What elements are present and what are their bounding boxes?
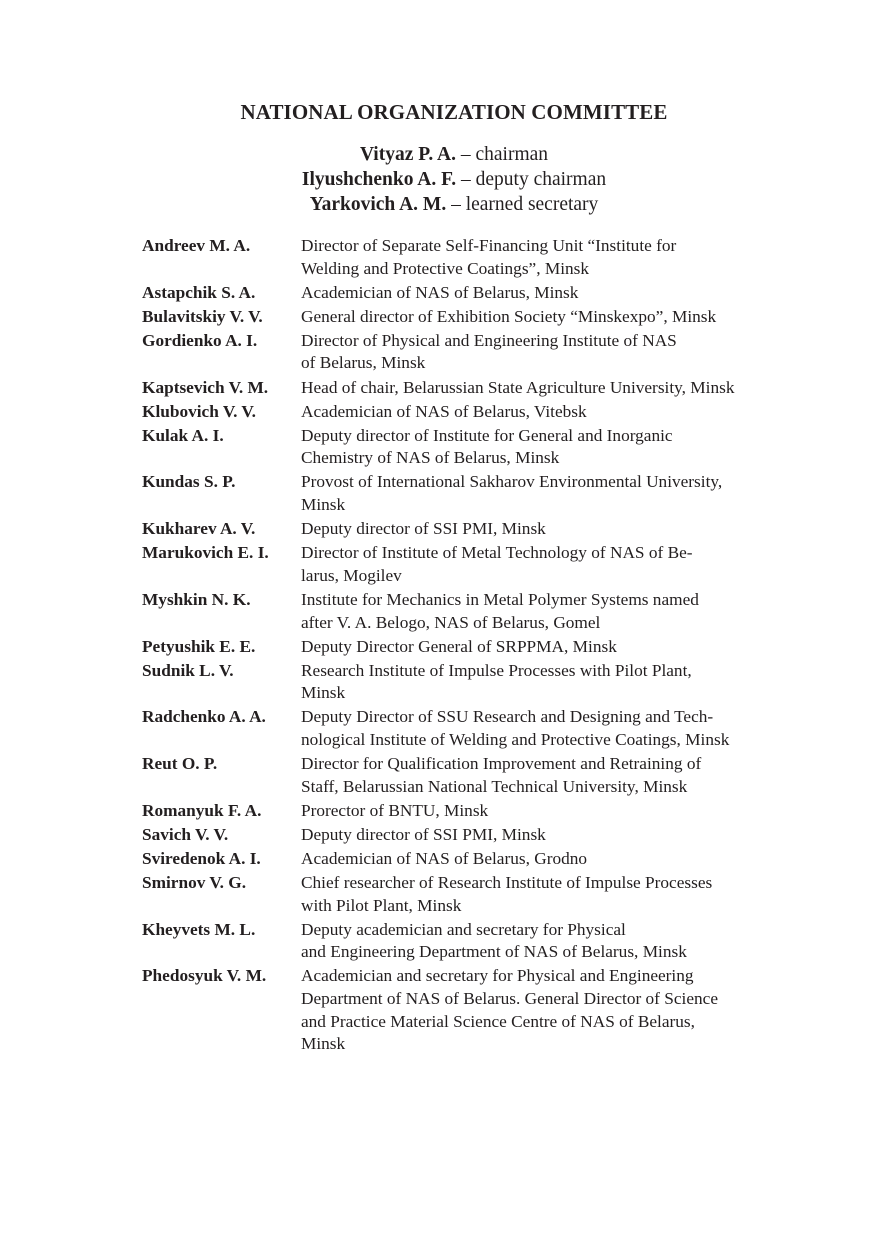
member-entry (142, 401, 782, 424)
member-entry (142, 824, 782, 847)
member-name: Phedosyuk V. M. (142, 966, 267, 986)
member-name: Klubovich V. V. (142, 401, 256, 421)
member-position-line: of Belarus, Minsk (301, 353, 426, 373)
officer-name: Vityaz P. A. (359, 144, 456, 165)
member-position-line: Chief researcher of Research Institute of Impulse Processes (301, 873, 713, 893)
member-entry (142, 235, 782, 280)
officer-line (0, 167, 875, 192)
committee-member-list (142, 235, 782, 1057)
member-position-line: Minsk (301, 495, 346, 515)
member-position (301, 330, 782, 375)
member-position-line: Director of Separate Self-Financing Unit “Institute for (301, 236, 677, 255)
member-entry (142, 660, 782, 705)
member-position (301, 425, 782, 470)
member-position-line: Academician of NAS of Belarus, Minsk (301, 282, 579, 302)
officer-name: Yarkovich A. M. (309, 194, 447, 215)
member-name: Kundas S. P. (142, 472, 236, 492)
member-entry (142, 330, 782, 375)
member-position (301, 306, 782, 329)
member-position-line: Deputy Director of SSU Research and Designing and Tech- (301, 707, 714, 727)
member-position-line: Institute for Mechanics in Metal Polymer Systems named (301, 589, 699, 609)
member-entry (142, 542, 782, 587)
member-position-line: Head of chair, Belarussian State Agriculture University, Minsk (301, 377, 735, 397)
member-name: Radchenko A. A. (142, 707, 266, 727)
member-position-line: and Practice Material Science Centre of NAS of Belarus, (301, 1011, 695, 1031)
member-position (301, 753, 782, 798)
member-position-line: larus, Mogilev (301, 565, 402, 585)
member-position-line: Director for Qualification Improvement and Retraining of (301, 754, 702, 774)
member-name: Smirnov V. G. (142, 873, 247, 893)
member-name: Andreev M. A. (142, 236, 251, 255)
member-position-line: Chemistry of NAS of Belarus, Minsk (301, 448, 560, 468)
member-position-line: Staff, Belarussian National Technical University, Minsk (301, 776, 688, 796)
officer-line (0, 192, 875, 217)
member-position-line: Minsk (301, 683, 346, 703)
member-entry (142, 919, 782, 964)
member-position (301, 542, 782, 587)
member-entry (142, 848, 782, 871)
member-position-line: Director of Institute of Metal Technology of NAS of Be- (301, 543, 693, 563)
member-position (301, 589, 782, 634)
member-position-line: Research Institute of Impulse Processes with Pilot Plant, (301, 660, 692, 680)
member-position (301, 800, 782, 823)
member-position (301, 401, 782, 424)
member-position (301, 636, 782, 659)
member-name: Bulavitskiy V. V. (142, 306, 263, 326)
member-name: Kukharev A. V. (142, 519, 256, 539)
member-position (301, 282, 782, 305)
member-entry (142, 518, 782, 541)
member-position-line: Deputy academician and secretary for Physical (301, 919, 626, 939)
member-name: Kheyvets M. L. (142, 919, 256, 939)
member-position-line: and Engineering Department of NAS of Belarus, Minsk (301, 942, 687, 962)
member-entry (142, 471, 782, 516)
officer-role: – learned secretary (451, 194, 599, 215)
member-entry (142, 706, 782, 751)
member-name: Kaptsevich V. M. (142, 377, 269, 397)
member-name: Savich V. V. (142, 824, 229, 844)
member-entry (142, 636, 782, 659)
member-position-line: Prorector of BNTU, Minsk (301, 800, 489, 820)
member-name: Romanyuk F. A. (142, 800, 262, 820)
member-position-line: Provost of International Sakharov Environmental University, (301, 472, 723, 492)
member-position-line: Minsk (301, 1034, 346, 1054)
member-entry (142, 306, 782, 329)
officer-role: – chairman (460, 144, 549, 165)
member-name: Marukovich E. I. (142, 543, 269, 563)
member-position-line: Deputy director of Institute for General and Inorganic (301, 425, 673, 445)
member-position (301, 824, 782, 847)
member-entry (142, 965, 782, 1055)
member-entry (142, 589, 782, 634)
member-name: Astapchik S. A. (142, 282, 256, 302)
member-entry (142, 282, 782, 305)
member-name: Gordienko A. I. (142, 330, 258, 350)
officer-role: – deputy chairman (461, 169, 607, 190)
member-position (301, 872, 782, 917)
member-position-line: Deputy Director General of SRPPMA, Minsk (301, 636, 617, 656)
member-position (301, 235, 782, 280)
member-position (301, 377, 782, 400)
member-name: Reut O. P. (142, 754, 218, 774)
member-entry (142, 753, 782, 798)
member-entry (142, 872, 782, 917)
member-position (301, 848, 782, 871)
member-name: Sviredenok A. I. (142, 848, 261, 868)
member-position (301, 965, 782, 1055)
member-position-line: Deputy director of SSI PMI, Minsk (301, 519, 546, 539)
member-name: Sudnik L. V. (142, 660, 234, 680)
member-entry (142, 377, 782, 400)
page-title: NATIONAL ORGANIZATION COMMITTEE (240, 100, 668, 124)
member-position-line: Department of NAS of Belarus. General Director of Science (301, 989, 718, 1008)
officer-name: Ilyushchenko A. F. (301, 169, 457, 190)
member-position-line: with Pilot Plant, Minsk (301, 895, 462, 915)
member-position (301, 518, 782, 541)
member-position-line: Welding and Protective Coatings”, Minsk (301, 258, 590, 278)
officer-line (0, 142, 875, 167)
member-name: Petyushik E. E. (142, 636, 256, 656)
member-position-line: Academician and secretary for Physical and Engineering (301, 966, 694, 986)
member-position-line: Academician of NAS of Belarus, Vitebsk (301, 401, 587, 421)
member-position-line: Academician of NAS of Belarus, Grodno (301, 848, 588, 868)
member-name: Kulak A. I. (142, 425, 224, 445)
member-position-line: after V. A. Belogo, NAS of Belarus, Gomel (301, 612, 601, 632)
member-position (301, 471, 782, 516)
member-position-line: General director of Exhibition Society “Minskexpo”, Minsk (301, 306, 717, 326)
member-position-line: Director of Physical and Engineering Institute of NAS (301, 330, 677, 350)
member-position-line: Deputy director of SSI PMI, Minsk (301, 824, 546, 844)
member-entry (142, 800, 782, 823)
officers-block (0, 142, 875, 217)
member-position (301, 706, 782, 751)
member-position (301, 660, 782, 705)
member-position-line: nological Institute of Welding and Protective Coatings, Minsk (301, 729, 730, 749)
member-name: Myshkin N. K. (142, 589, 251, 609)
member-position (301, 919, 782, 964)
member-entry (142, 425, 782, 470)
